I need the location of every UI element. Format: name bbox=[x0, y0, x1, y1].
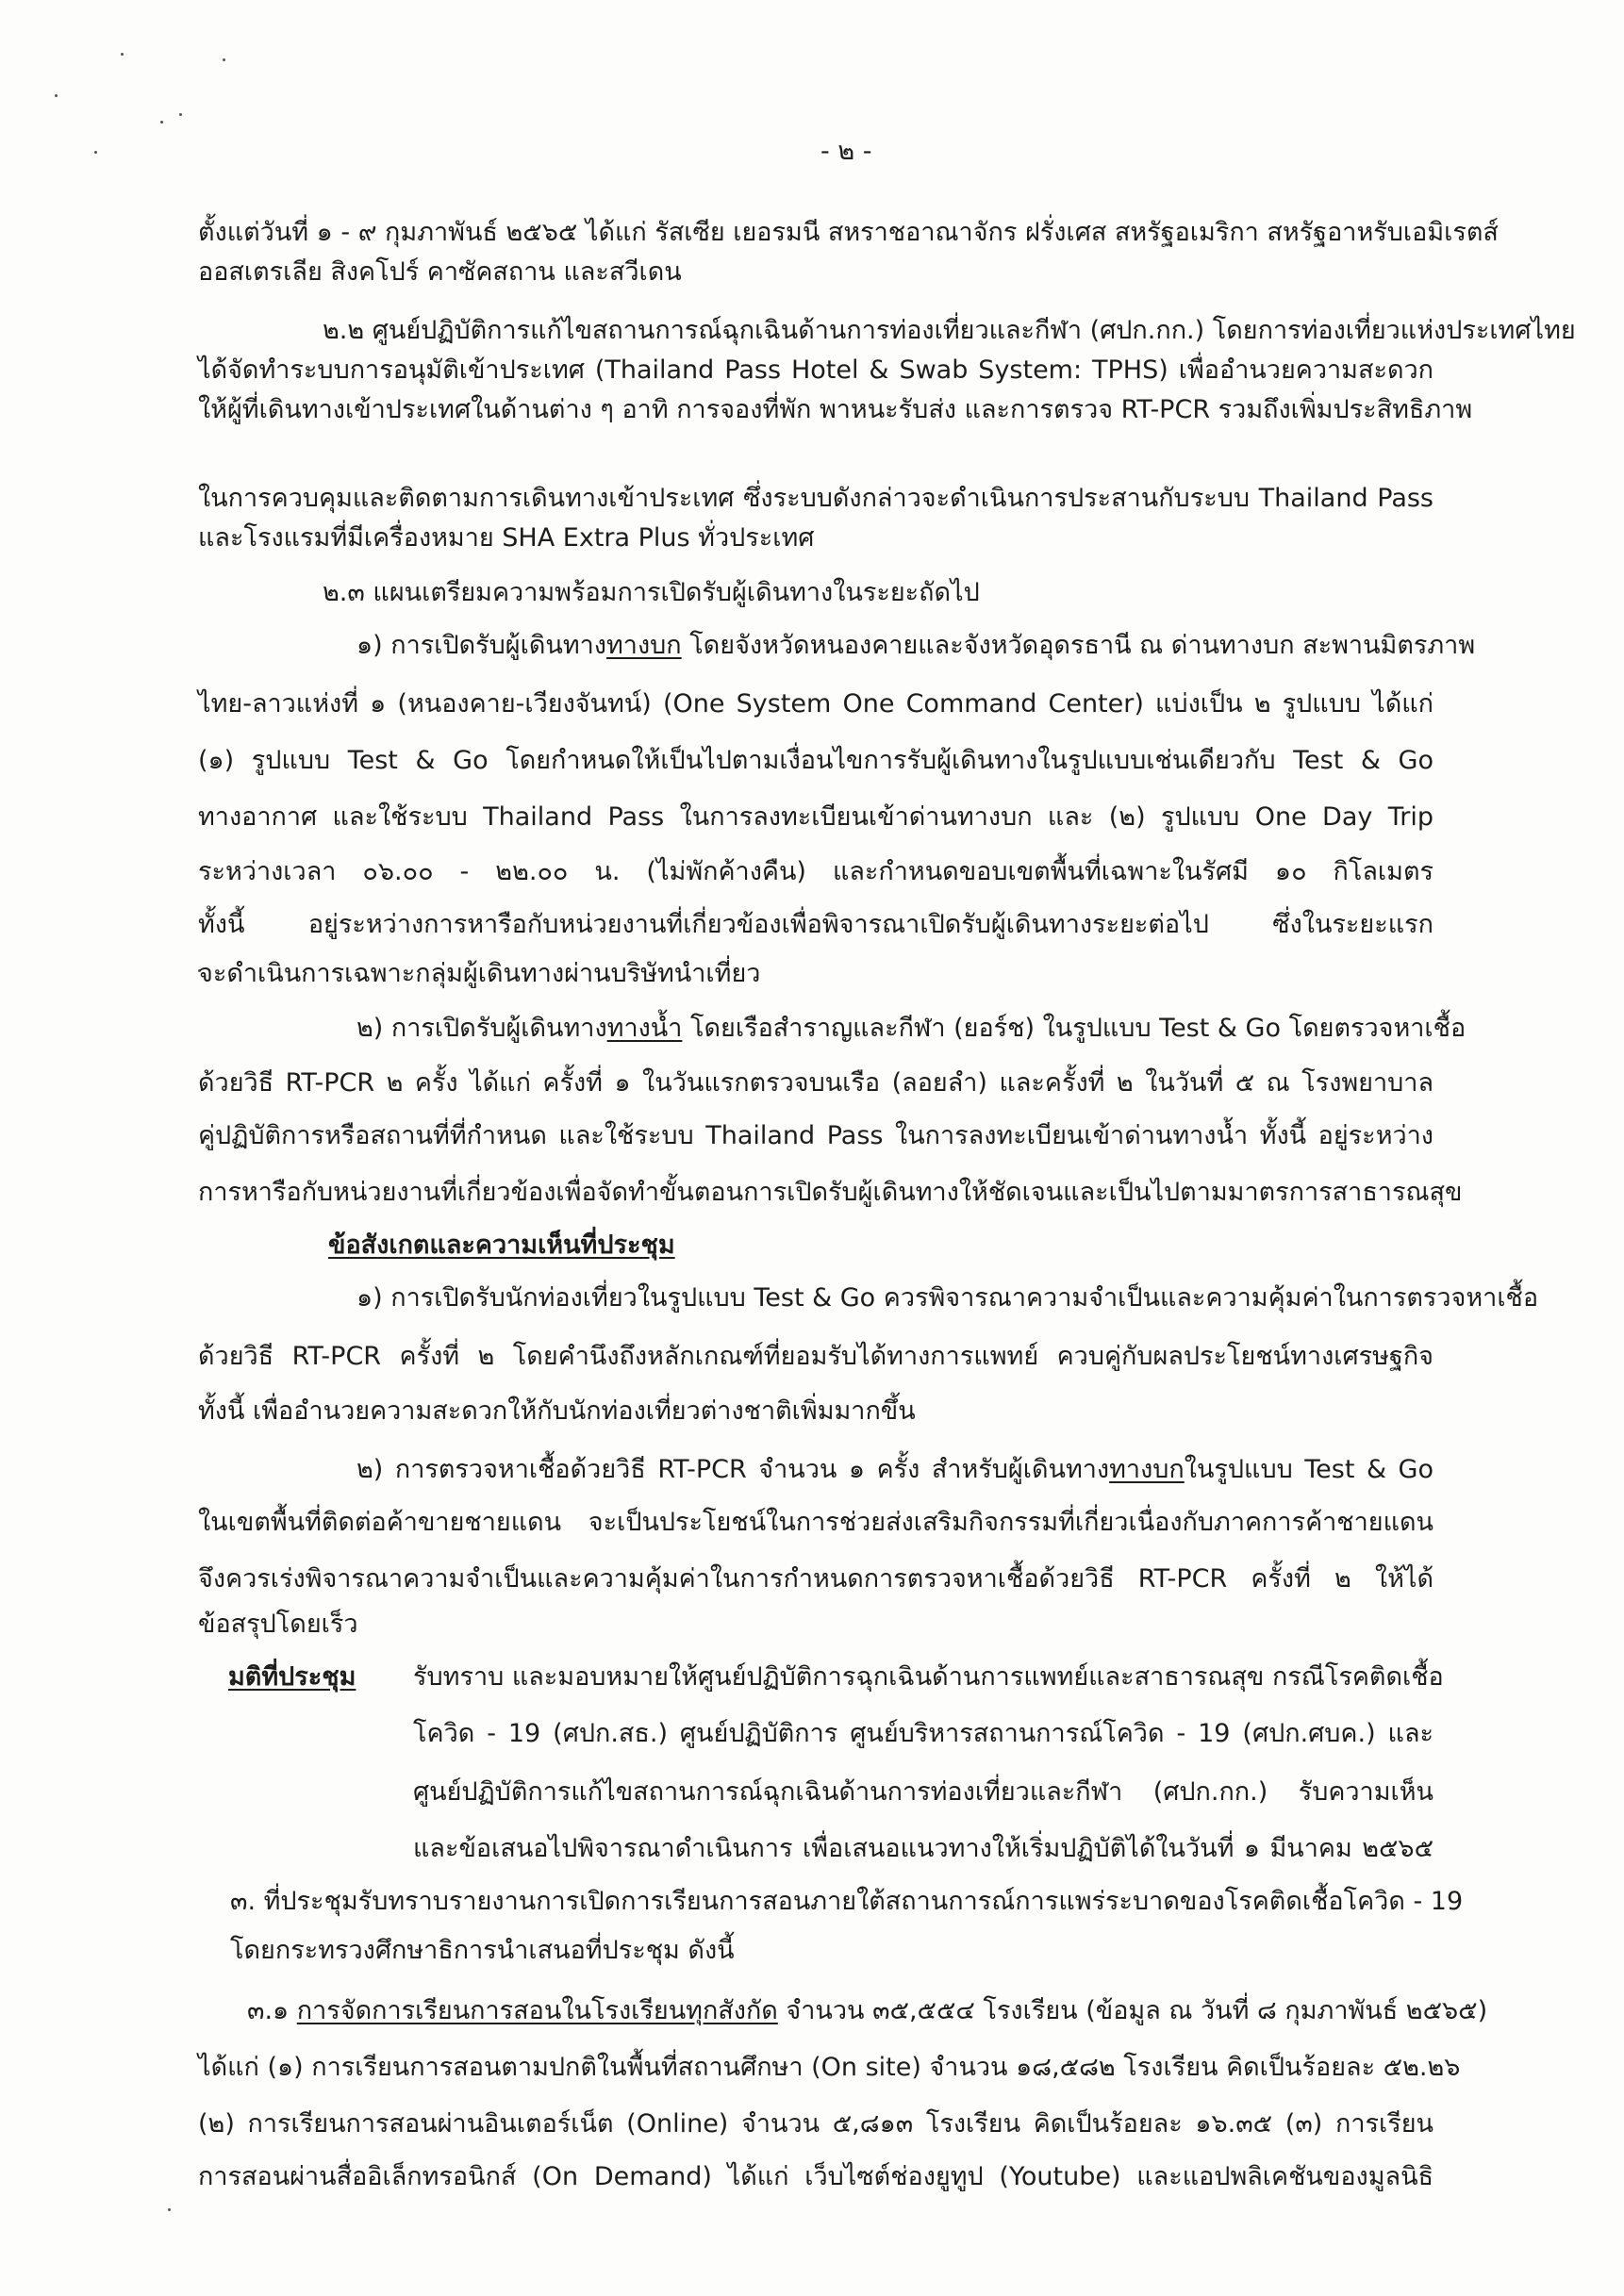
scan-speck bbox=[168, 2208, 171, 2211]
paragraph-line: ออสเตรเลีย สิงคโปร์ คาซัคสถาน และสวีเดน bbox=[198, 257, 682, 287]
scan-speck bbox=[223, 58, 225, 61]
paragraph-line: ๒) การตรวจหาเชื้อด้วยวิธี RT-PCR จำนวน ๑ ครั้ง สำหรับผู้เดินทางทางบกในรูปแบบ Test & Go bbox=[356, 1455, 1433, 1484]
resolution-label: มติที่ประชุม bbox=[228, 1662, 356, 1692]
paragraph-line: ในเขตพื้นที่ติดต่อค้าขายชายแดน จะเป็นประโยชน์ในการช่วยส่งเสริมกิจกรรมที่เกี่ยวเนื่องกับภาคการค้าชายแดน bbox=[198, 1508, 1433, 1537]
paragraph-line: โดยกระทรวงศึกษาธิการนำเสนอที่ประชุม ดังนี้ bbox=[230, 1936, 735, 1965]
paragraph-line: ทั้งนี้ เพื่ออำนวยความสะดวกให้กับนักท่องเที่ยวต่างชาติเพิ่มมากขึ้น bbox=[198, 1396, 916, 1426]
paragraph-line: ได้แก่ (๑) การเรียนการสอนตามปกติในพื้นที่สถานศึกษา (On site) จำนวน ๑๘,๕๘๒ โรงเรียน คิดเป็นร้อยละ ๕๒.๒๖ bbox=[198, 2053, 1461, 2082]
paragraph-line: (๑) รูปแบบ Test & Go โดยกำหนดให้เป็นไปตามเงื่อนไขการรับผู้เดินทางในรูปแบบเช่นเดียวกับ Test & Go bbox=[198, 746, 1433, 775]
scan-speck bbox=[94, 151, 97, 154]
paragraph-line: ๓. ที่ประชุมรับทราบรายงานการเปิดการเรียนการสอนภายใต้สถานการณ์การแพร่ระบาดของโรคติดเชื้อโควิด - 19 bbox=[230, 1887, 1464, 1916]
paragraph-line: ไทย-ลาวแห่งที่ ๑ (หนองคาย-เวียงจันทน์) (One System One Command Center) แบ่งเป็น ๒ รูปแบบ ได้แก่ bbox=[198, 689, 1433, 719]
underlined-term: ทางบก bbox=[606, 631, 682, 660]
observations-heading: ข้อสังเกตและความเห็นที่ประชุม bbox=[328, 1231, 675, 1260]
paragraph-line: ๑) การเปิดรับผู้เดินทางทางบก โดยจังหวัดหนองคายและจังหวัดอุดรธานี ณ ด่านทางบก สะพานมิตรภาพ bbox=[356, 631, 1476, 660]
resolution-line: โควิด - 19 (ศปก.สธ.) ศูนย์ปฏิบัติการ ศูนย์บริหารสถานการณ์โควิด - 19 (ศปก.ศบค.) และ bbox=[413, 1719, 1433, 1748]
page-number: - ๒ - bbox=[820, 137, 872, 166]
paragraph-line: ระหว่างเวลา ๐๖.๐๐ - ๒๒.๐๐ น. (ไม่พักค้างคืน) และกำหนดขอบเขตพื้นที่เฉพาะในรัศมี ๑๐ กิโลเมตร bbox=[198, 857, 1433, 886]
paragraph-line: ๑) การเปิดรับนักท่องเที่ยวในรูปแบบ Test & Go ควรพิจารณาความจำเป็นและความคุ้มค่าในการตรวจหาเชื้อ bbox=[356, 1283, 1539, 1313]
resolution-line: ศูนย์ปฏิบัติการแก้ไขสถานการณ์ฉุกเฉินด้านการท่องเที่ยวและกีฬา (ศปก.กก.) รับความเห็น bbox=[413, 1777, 1433, 1807]
paragraph-line: การหารือกับหน่วยงานที่เกี่ยวข้องเพื่อจัดทำขั้นตอนการเปิดรับผู้เดินทางให้ชัดเจนและเป็นไปตามมาตรการสาธารณสุข bbox=[198, 1178, 1463, 1207]
paragraph-line: ๒) การเปิดรับผู้เดินทางทางน้ำ โดยเรือสำราญและกีฬา (ยอร์ช) ในรูปแบบ Test & Go โดยตรวจหาเชื้อ bbox=[356, 1014, 1467, 1043]
paragraph-line: ทั้งนี้ อยู่ระหว่างการหารือกับหน่วยงานที่เกี่ยวข้องเพื่อพิจารณาเปิดรับผู้เดินทางระยะต่อไป ซึ่งในระยะแรก bbox=[198, 910, 1433, 939]
paragraph-line: ๓.๑ การจัดการเรียนการสอนในโรงเรียนทุกสังกัด จำนวน ๓๕,๕๕๔ โรงเรียน (ข้อมูล ณ วันที่ ๘ กุมภาพันธ์ ๒๕๖๕) bbox=[247, 1996, 1488, 2025]
scan-speck bbox=[55, 94, 58, 97]
paragraph-line: ด้วยวิธี RT-PCR ๒ ครั้ง ได้แก่ ครั้งที่ ๑ ในวันแรกตรวจบนเรือ (ลอยลำ) และครั้งที่ ๒ ในวันที่ ๕ ณ โรงพยาบาล bbox=[198, 1068, 1433, 1098]
section-heading: ๒.๓ แผนเตรียมความพร้อมการเปิดรับผู้เดินทางในระยะถัดไป bbox=[323, 578, 980, 607]
paragraph-line: ข้อสรุปโดยเร็ว bbox=[198, 1610, 358, 1639]
paragraph-line: จะดำเนินการเฉพาะกลุ่มผู้เดินทางผ่านบริษัทนำเที่ยว bbox=[198, 959, 761, 988]
paragraph-line: ให้ผู้ที่เดินทางเข้าประเทศในด้านต่าง ๆ อาทิ การจองที่พัก พาหนะรับส่ง และการตรวจ RT-PCR รวมถึงเพิ่มประสิทธิภาพ bbox=[198, 395, 1473, 424]
paragraph-line: ในการควบคุมและติดตามการเดินทางเข้าประเทศ ซึ่งระบบดังกล่าวจะดำเนินการประสานกับระบบ Thailand Pass bbox=[198, 484, 1433, 513]
scan-speck bbox=[160, 121, 163, 124]
underlined-term: การจัดการเรียนการสอนในโรงเรียนทุกสังกัด bbox=[296, 1996, 778, 2025]
paragraph-line: คู่ปฏิบัติการหรือสถานที่ที่กำหนด และใช้ระบบ Thailand Pass ในการลงทะเบียนเข้าด่านทางน้ำ ทั้งนี้ อยู่ระหว่าง bbox=[198, 1121, 1433, 1150]
paragraph-line: และโรงแรมที่มีเครื่องหมาย SHA Extra Plus ทั่วประเทศ bbox=[198, 523, 815, 553]
paragraph-line: ด้วยวิธี RT-PCR ครั้งที่ ๒ โดยคำนึงถึงหลักเกณฑ์ที่ยอมรับได้ทางการแพทย์ ควบคู่กับผลประโยชน์ทางเศรษฐกิจ bbox=[198, 1342, 1433, 1371]
paragraph-line: จึงควรเร่งพิจารณาความจำเป็นและความคุ้มค่าในการกำหนดการตรวจหาเชื้อด้วยวิธี RT-PCR ครั้งที่ ๒ ให้ได้ bbox=[198, 1564, 1433, 1594]
paragraph-line: ทางอากาศ และใช้ระบบ Thailand Pass ในการลงทะเบียนเข้าด่านทางบก และ (๒) รูปแบบ One Day Trip bbox=[198, 802, 1433, 832]
resolution-line: รับทราบ และมอบหมายให้ศูนย์ปฏิบัติการฉุกเฉินด้านการแพทย์และสาธารณสุข กรณีโรคติดเชื้อ bbox=[413, 1662, 1444, 1692]
paragraph-line: การสอนผ่านสื่ออิเล็กทรอนิกส์ (On Demand) ได้แก่ เว็บไซต์ช่องยูทูป (Youtube) และแอปพลิเคชันของมูลนิธิ bbox=[198, 2162, 1433, 2191]
resolution-line: และข้อเสนอไปพิจารณาดำเนินการ เพื่อเสนอแนวทางให้เริ่มปฏิบัติได้ในวันที่ ๑ มีนาคม ๒๕๖๕ bbox=[413, 1834, 1433, 1863]
scan-speck bbox=[179, 113, 182, 116]
underlined-term: ทางน้ำ bbox=[606, 1014, 683, 1043]
underlined-term: ทางบก bbox=[1109, 1455, 1185, 1484]
paragraph-line: ๒.๒ ศูนย์ปฏิบัติการแก้ไขสถานการณ์ฉุกเฉินด้านการท่องเที่ยวและกีฬา (ศปก.กก.) โดยการท่องเที่ยวแห่งประเทศไทย bbox=[323, 316, 1576, 345]
paragraph-line: ได้จัดทำระบบการอนุมัติเข้าประเทศ (Thailand Pass Hotel & Swab System: TPHS) เพื่ออำนวยความสะดวก bbox=[198, 355, 1433, 385]
scan-speck bbox=[121, 53, 124, 56]
paragraph-line: (๒) การเรียนการสอนผ่านอินเตอร์เน็ต (Online) จำนวน ๕,๘๑๓ โรงเรียน คิดเป็นร้อยละ ๑๖.๓๕ (๓) การเรียน bbox=[198, 2109, 1433, 2139]
paragraph-line: ตั้งแต่วันที่ ๑ - ๙ กุมภาพันธ์ ๒๕๖๕ ได้แก่ รัสเซีย เยอรมนี สหราชอาณาจักร ฝรั่งเศส สหรัฐอเมริกา สหรัฐอาหรับเอมิเรตส์ bbox=[198, 218, 1499, 247]
